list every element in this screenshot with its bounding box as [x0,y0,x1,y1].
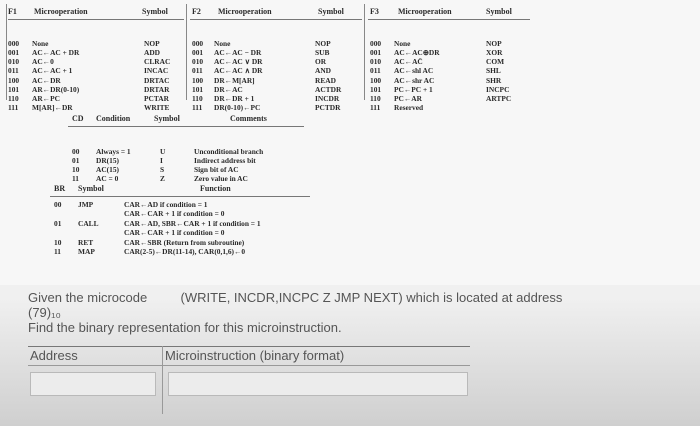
answer-table-header [28,346,470,366]
cd-header-condition: Condition [96,114,131,123]
br-symbol-2: RET [78,238,94,247]
br-code-1: 01 [54,219,62,228]
br-function-3: CAR(2-5)←DR(11-14), CAR(0,1,6)←0 [124,247,246,256]
f1-divider [8,19,184,20]
f3-divider [368,19,530,20]
microinstruction-input[interactable] [168,372,468,396]
f2-header-micro: Microoperation [218,7,272,16]
cd-header-comments: Comments [230,114,267,123]
f3-header-f: F3 [370,7,379,16]
br-symbol-1: CALL [78,219,99,228]
br-code-3: 11 [54,247,61,256]
f2-header-f: F2 [192,7,201,16]
br-function-1: CAR←AD, SBR←CAR + 1 if condition = 1 CAR←CAR + 1 if condition = 0 [124,219,261,238]
br-divider [50,196,310,197]
f2-header-symbol: Symbol [318,7,344,16]
col-micro-header: Microinstruction (binary format) [165,348,345,363]
f1-header-symbol: Symbol [142,7,168,16]
f2-ops: None AC←AC − DR AC←AC ∨ DR AC←AC ∧ DR DR←M[AR] DR←AC DR←DR + 1 DR(0-10)←PC [214,39,263,112]
br-function-2: CAR←SBR (Return from subroutine) [124,238,245,247]
f3-ops: None AC←AC⊕DR AC←AC̄ AC←shl AC AC←shr AC PC←PC + 1 PC←AR Reserved [394,39,440,112]
f1-codes: 000 001 010 011 100 101 110 111 [8,39,20,112]
question-microcode: (WRITE, INCDR,INCPC Z JMP NEXT) which is located at address [180,290,563,305]
col-address-header: Address [30,348,78,363]
br-header-symbol: Symbol [78,184,104,193]
f2-divider [190,19,362,20]
f2-codes: 000 001 010 011 100 101 110 111 [192,39,204,112]
question-instruction: Find the binary representation for this microinstruction. [28,320,342,335]
f3-header-symbol: Symbol [486,7,512,16]
cd-header-symbol: Symbol [154,114,180,123]
table-border-left [6,4,7,100]
cd-codes: 00 01 10 11 [72,147,80,184]
br-header-br: BR [54,184,66,193]
br-symbol-3: MAP [78,247,95,256]
br-symbol-0: JMP [78,200,94,209]
f1-ops: None AC←AC + DR AC←0 AC←AC + 1 AC←DR AR←DR(0-10) AR←PC M[AR]←DR [32,39,80,112]
f2-symbols: NOP SUB OR AND READ ACTDR INCDR PCTDR [315,39,342,112]
br-code-0: 00 [54,200,62,209]
f3-codes: 000 001 010 011 100 101 110 111 [370,39,382,112]
cd-divider [68,126,304,127]
br-header-function: Function [200,184,231,193]
question-address: (79)₁₀ [28,305,61,320]
table-border-f2f3 [364,4,365,100]
cd-conditions: Always = 1 DR(15) AC(15) AC = 0 [96,147,131,184]
f1-header-micro: Microoperation [34,7,88,16]
br-function-0: CAR←AD if condition = 1 CAR←CAR + 1 if condition = 0 [124,200,225,219]
table-border-f1f2 [186,4,187,100]
cd-symbols: U I S Z [160,147,166,184]
f3-symbols: NOP XOR COM SHL SHR INCPC ARTPC [486,39,512,103]
question-line1 [28,290,688,305]
cd-comments: Unconditional branch Indirect address bit Sign bit of AC Zero value in AC [194,147,264,184]
address-input[interactable] [30,372,156,396]
answer-table [28,346,470,414]
br-code-2: 10 [54,238,62,247]
f3-header-micro: Microoperation [398,7,452,16]
f1-header-f: F1 [8,7,17,16]
cd-header-cd: CD [72,114,84,123]
answer-col-divider [162,346,163,414]
f1-symbols: NOP ADD CLRAC INCAC DRTAC DRTAR PCTAR WRITE [144,39,171,112]
question-block [28,290,688,335]
question-prefix: Given the microcode [28,290,148,305]
